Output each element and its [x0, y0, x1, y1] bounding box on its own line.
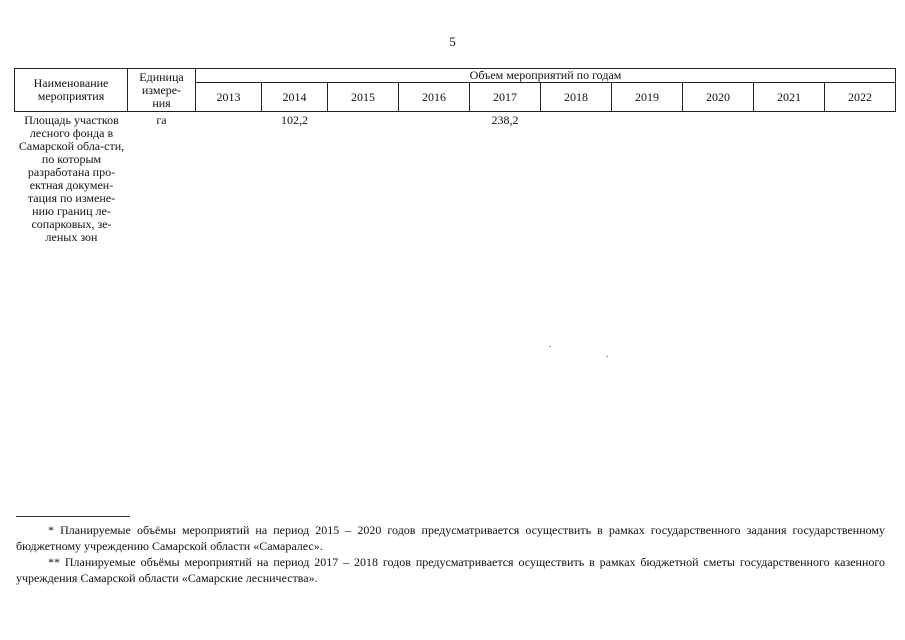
header-year: 2014	[262, 83, 328, 112]
value-cell	[399, 112, 470, 245]
header-year: 2022	[825, 83, 896, 112]
footnote-1: * Планируемые объёмы мероприятий на период 2015 – 2020 годов предусматривается осуществить в рамках государственного задания государственному бюджетному учреждению Самарской области «Самаралес».	[16, 523, 885, 553]
value-cell	[196, 112, 262, 245]
scan-speck	[549, 346, 551, 347]
header-activity-name: Наименование мероприятия	[15, 69, 128, 112]
header-year: 2019	[612, 83, 683, 112]
footnotes	[16, 516, 885, 586]
measures-table	[14, 68, 896, 244]
header-year: 2016	[399, 83, 470, 112]
header-year: 2020	[683, 83, 754, 112]
header-year: 2017	[470, 83, 541, 112]
header-unit: Единица измере-ния	[128, 69, 196, 112]
table-row	[15, 112, 896, 245]
header-year: 2018	[541, 83, 612, 112]
value-cell	[825, 112, 896, 245]
header-year: 2015	[328, 83, 399, 112]
footnote-separator	[16, 516, 130, 517]
value-cell	[754, 112, 825, 245]
header-volume-by-years: Объем мероприятий по годам	[196, 69, 896, 83]
value-cell	[683, 112, 754, 245]
unit-cell: га	[156, 113, 167, 127]
value-cell	[328, 112, 399, 245]
value-cell: 238,2	[491, 113, 519, 127]
value-cell	[612, 112, 683, 245]
value-cell	[541, 112, 612, 245]
activity-name-cell: Площадь участков лесного фонда в Самарской обла-сти, по которым разработана про-ектная докумен-тация по измене-нию границ ле-сопарковых, зе-леных зон	[18, 113, 125, 244]
footnote-2: ** Планируемые объёмы мероприятий на период 2017 – 2018 годов предусматривается осуществить в рамках бюджетной сметы государственного казенного учреждения Самарской области «Самарские лесничества».	[16, 555, 885, 585]
scan-speck	[606, 356, 608, 357]
value-cell: 102,2	[281, 113, 308, 127]
header-year: 2013	[196, 83, 262, 112]
header-year: 2021	[754, 83, 825, 112]
page-number: 5	[449, 34, 456, 49]
